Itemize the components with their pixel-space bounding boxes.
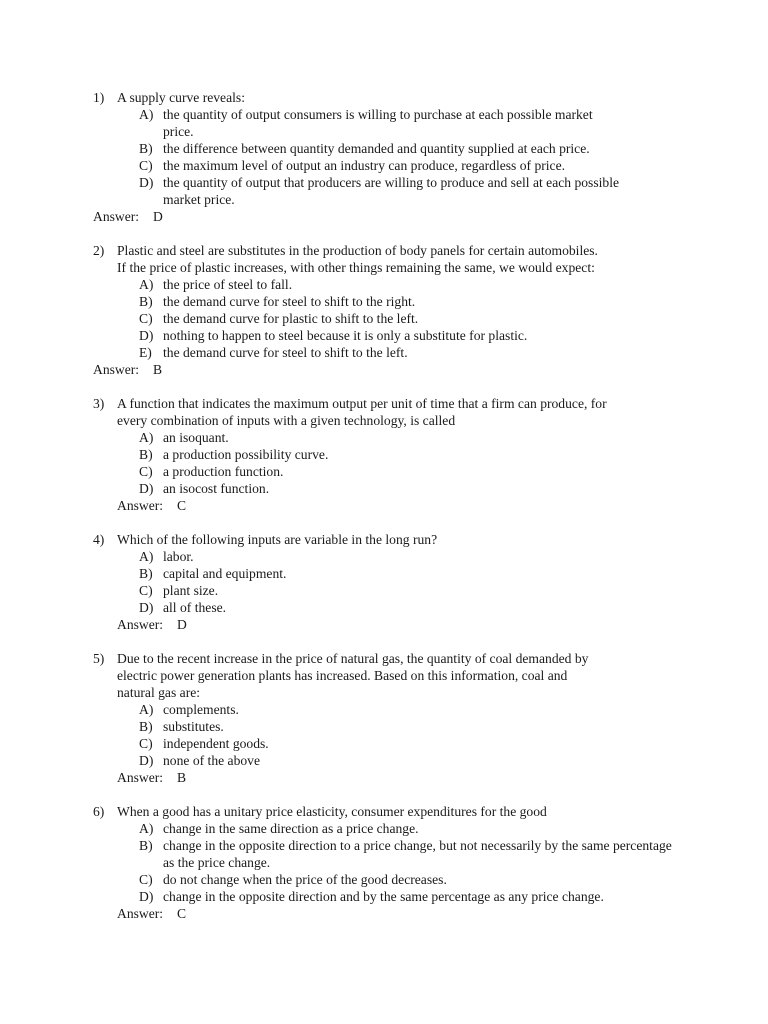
question-line <box>0 667 768 684</box>
choice-letter: D) <box>139 889 154 904</box>
question-line <box>0 803 768 820</box>
answer-choice <box>0 310 768 327</box>
choice-letter: A) <box>139 549 154 564</box>
choice-letter: D) <box>139 600 154 615</box>
choice-letter: A) <box>139 702 154 717</box>
choice-text: an isoquant. <box>163 430 229 445</box>
choice-letter: A) <box>139 277 154 292</box>
question-number: 3) <box>93 396 105 411</box>
answer-choice <box>0 157 768 174</box>
choice-letter: A) <box>139 430 154 445</box>
question-line <box>0 89 768 106</box>
answer-label: Answer: <box>117 498 164 513</box>
answer-value: C <box>177 906 187 921</box>
choice-text: plant size. <box>163 583 219 598</box>
choice-text: nothing to happen to steel because it is only a substitute for plastic. <box>163 328 528 343</box>
choice-letter: B) <box>139 447 153 462</box>
answer-choice <box>0 463 768 480</box>
answer-choice <box>0 718 768 735</box>
answer-choice <box>0 106 768 140</box>
question-text: When a good has a unitary price elasticity, consumer expenditures for the good <box>117 804 547 819</box>
question-number: 4) <box>93 532 105 547</box>
choice-letter: D) <box>139 175 154 190</box>
answer-label: Answer: <box>93 209 140 224</box>
question-line <box>0 412 768 429</box>
answer-choice <box>0 888 768 905</box>
choice-text: change in the same direction as a price change. <box>163 821 419 836</box>
question-line <box>0 684 768 701</box>
answer-line <box>0 361 768 378</box>
question-text: A supply curve reveals: <box>117 90 245 105</box>
answer-label: Answer: <box>117 906 164 921</box>
question-text: electric power generation plants has increased. Based on this information, coal and <box>117 668 568 683</box>
answer-choice <box>0 820 768 837</box>
question-text: every combination of inputs with a given technology, is called <box>117 413 456 428</box>
answer-value: C <box>177 498 187 513</box>
question-line <box>0 650 768 667</box>
choice-text: the demand curve for steel to shift to the right. <box>163 294 416 309</box>
question-4 <box>0 531 768 633</box>
question-line <box>0 259 768 276</box>
answer-choice <box>0 599 768 616</box>
answer-label: Answer: <box>93 362 140 377</box>
choice-text: the demand curve for plastic to shift to the left. <box>163 311 419 326</box>
answer-choice <box>0 344 768 361</box>
choice-letter: D) <box>139 481 154 496</box>
answer-value: B <box>153 362 163 377</box>
question-text: natural gas are: <box>117 685 201 700</box>
answer-value: D <box>177 617 187 632</box>
question-2 <box>0 242 768 378</box>
choice-letter: B) <box>139 719 153 734</box>
answer-choice <box>0 327 768 344</box>
choice-text: complements. <box>163 702 239 717</box>
choice-text: a production function. <box>163 464 284 479</box>
choice-letter: E) <box>139 345 152 360</box>
answer-choice <box>0 735 768 752</box>
question-number: 5) <box>93 651 105 666</box>
answer-line <box>0 208 768 225</box>
answer-choice <box>0 480 768 497</box>
question-text: Plastic and steel are substitutes in the production of body panels for certain automobiles. <box>117 243 598 258</box>
question-6 <box>0 803 768 922</box>
question-number: 6) <box>93 804 105 819</box>
choice-letter: C) <box>139 736 153 751</box>
choice-text: labor. <box>163 549 194 564</box>
answer-value: D <box>153 209 163 224</box>
answer-choice <box>0 565 768 582</box>
answer-line <box>0 497 768 514</box>
answer-line <box>0 769 768 786</box>
answer-choice <box>0 140 768 157</box>
choice-text: the maximum level of output an industry can produce, regardless of price. <box>163 158 566 173</box>
answer-choice <box>0 293 768 310</box>
choice-letter: C) <box>139 311 153 326</box>
answer-label: Answer: <box>117 770 164 785</box>
question-line <box>0 242 768 259</box>
choice-text: a production possibility curve. <box>163 447 329 462</box>
answer-choice <box>0 701 768 718</box>
choice-letter: C) <box>139 872 153 887</box>
choice-text: the demand curve for steel to shift to the left. <box>163 345 408 360</box>
choice-text: capital and equipment. <box>163 566 287 581</box>
choice-letter: B) <box>139 141 153 156</box>
answer-choice <box>0 582 768 599</box>
question-5 <box>0 650 768 786</box>
question-line <box>0 395 768 412</box>
choice-letter: C) <box>139 158 153 173</box>
answer-choice <box>0 548 768 565</box>
choice-letter: D) <box>139 753 154 768</box>
choice-text: the difference between quantity demanded and quantity supplied at each price. <box>163 141 590 156</box>
choice-letter: B) <box>139 566 153 581</box>
question-1 <box>0 89 768 225</box>
choice-letter: B) <box>139 294 153 309</box>
question-number: 2) <box>93 243 105 258</box>
choice-text: all of these. <box>163 600 227 615</box>
choice-text: change in the opposite direction to a price change, but not necessarily by the same percentage as the price change. <box>163 838 672 870</box>
answer-line <box>0 616 768 633</box>
answer-choice <box>0 174 768 208</box>
answer-choice <box>0 446 768 463</box>
question-text: If the price of plastic increases, with other things remaining the same, we would expect: <box>117 260 595 275</box>
answer-choice <box>0 837 768 871</box>
choice-letter: C) <box>139 583 153 598</box>
question-text: A function that indicates the maximum output per unit of time that a firm can produce, for <box>117 396 607 411</box>
answer-choice <box>0 429 768 446</box>
answer-line <box>0 905 768 922</box>
choice-text: the quantity of output consumers is willing to purchase at each possible market price. <box>163 107 593 139</box>
choice-text: none of the above <box>163 753 261 768</box>
question-3 <box>0 395 768 514</box>
choice-letter: A) <box>139 107 154 122</box>
answer-label: Answer: <box>117 617 164 632</box>
answer-value: B <box>177 770 187 785</box>
question-text: Which of the following inputs are variable in the long run? <box>117 532 438 547</box>
choice-letter: B) <box>139 838 153 853</box>
choice-text: do not change when the price of the good decreases. <box>163 872 447 887</box>
choice-letter: D) <box>139 328 154 343</box>
choice-text: independent goods. <box>163 736 269 751</box>
choice-text: the price of steel to fall. <box>163 277 293 292</box>
question-line <box>0 531 768 548</box>
choice-letter: C) <box>139 464 153 479</box>
answer-choice <box>0 752 768 769</box>
question-text: Due to the recent increase in the price of natural gas, the quantity of coal demanded by <box>117 651 589 666</box>
question-number: 1) <box>93 90 105 105</box>
answer-choice <box>0 276 768 293</box>
choice-text: an isocost function. <box>163 481 270 496</box>
choice-text: the quantity of output that producers are willing to produce and sell at each possible market price. <box>163 175 620 207</box>
answer-choice <box>0 871 768 888</box>
choice-text: change in the opposite direction and by the same percentage as any price change. <box>163 889 604 904</box>
choice-letter: A) <box>139 821 154 836</box>
choice-text: substitutes. <box>163 719 224 734</box>
